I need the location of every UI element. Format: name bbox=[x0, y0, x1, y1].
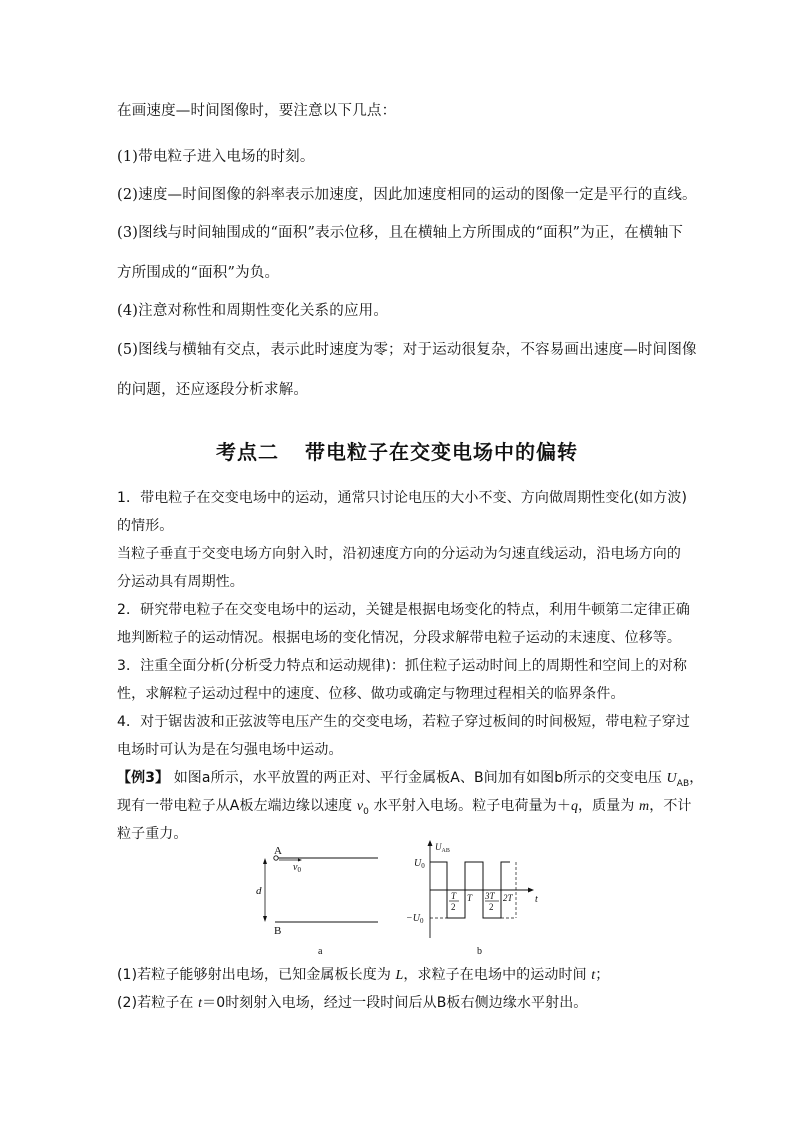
velocity-arrowhead bbox=[298, 859, 302, 862]
figure-a bbox=[256, 845, 378, 957]
example-figure bbox=[250, 838, 550, 962]
gap-label: d bbox=[256, 885, 262, 897]
u0-label: $U_0$ bbox=[414, 858, 425, 870]
point-5-cont: 的问题，还应逐段分析求解。 bbox=[117, 382, 309, 398]
item-1-note: 当粒子垂直于交变电场方向射入时，沿初速度方向的分运动为匀速直线运动，沿电场方向的 bbox=[117, 546, 681, 562]
point-4: (4)注意对称性和周期性变化关系的应用。 bbox=[117, 303, 389, 319]
item-1: 1．带电粒子在交变电场中的运动，通常只讨论电压的大小不变、方向做周期性变化(如方波) bbox=[117, 490, 688, 506]
u-axis-label: $U_{AB}$ bbox=[435, 842, 450, 854]
item-1-cont: 的情形。 bbox=[117, 518, 174, 534]
question-2: (2)若粒子在 t＝0时刻射入电场，经过一段时间后从B板右侧边缘水平射出。 bbox=[117, 995, 588, 1011]
plate-a-label: A bbox=[274, 845, 282, 857]
example-line-1: 【例3】 如图a所示，水平放置的两正对、平行金属板A、B间加有如图b所示的交变电压 $U_{AB}$， bbox=[117, 770, 704, 789]
point-5: (5)图线与横轴有交点，表示此时速度为零；对于运动很复杂，不容易画出速度—时间图像 bbox=[117, 342, 697, 358]
point-2: (2)速度—时间图像的斜率表示加速度，因此加速度相同的运动的图像一定是平行的直线。 bbox=[117, 187, 697, 203]
item-2-cont: 地判断粒子的运动情况。根据电场的变化情况，分段求解带电粒子运动的末速度、位移等。 bbox=[117, 630, 681, 646]
svg-text:T: T bbox=[451, 891, 457, 901]
item-2: 2．研究带电粒子在交变电场中的运动，关键是根据电场变化的特点，利用牛顿第二定律正确 bbox=[117, 602, 691, 618]
tick-three-half-period bbox=[484, 891, 499, 912]
figure-b bbox=[406, 840, 538, 957]
intro-text: 在画速度—时间图像时，要注意以下几点： bbox=[117, 103, 397, 119]
section-number: 考点二 bbox=[216, 440, 279, 464]
item-1-note-cont: 分运动具有周期性。 bbox=[117, 574, 244, 590]
example-tag: 【例3】 bbox=[117, 770, 170, 786]
section-title: 带电粒子在交变电场中的偏转 bbox=[305, 440, 578, 464]
section-heading bbox=[0, 436, 794, 465]
figure-b-caption: b bbox=[477, 946, 482, 957]
plate-b-label: B bbox=[274, 925, 282, 937]
question-1: (1)若粒子能够射出电场，已知金属板长度为 L，求粒子在电场中的运动时间 t； bbox=[117, 967, 610, 983]
point-3-cont: 方所围成的“面积”为负。 bbox=[117, 265, 280, 281]
figure-a-caption: a bbox=[318, 946, 323, 957]
item-3-cont: 性，求解粒子运动过程中的速度、位移、做功或确定与物理过程相关的临界条件。 bbox=[117, 686, 625, 702]
point-3: (3)图线与时间轴围成的“面积”表示位移，且在横轴上方所围成的“面积”为正，在横轴下 bbox=[117, 225, 684, 241]
svg-text:2: 2 bbox=[489, 902, 494, 912]
tick-two-period: 2T bbox=[503, 893, 513, 903]
item-4-cont: 电场时可认为是在匀强电场中运动。 bbox=[117, 742, 343, 758]
velocity-label: $v_0$ bbox=[293, 862, 301, 874]
neg-u0-label: $-U_0$ bbox=[406, 913, 424, 925]
tick-half-period bbox=[449, 891, 459, 912]
point-1: (1)带电粒子进入电场的时刻。 bbox=[117, 149, 315, 165]
item-4: 4．对于锯齿波和正弦波等电压产生的交变电场，若粒子穿过板间的时间极短，带电粒子穿过 bbox=[117, 714, 691, 730]
svg-text:2: 2 bbox=[451, 902, 456, 912]
item-3: 3．注重全面分析(分析受力特点和运动规律)：抓住粒子运动时间上的周期性和空间上的对称 bbox=[117, 658, 688, 674]
tick-period: T bbox=[467, 893, 473, 903]
svg-text:3T: 3T bbox=[485, 891, 495, 901]
example-line-2: 现有一带电粒子从A板左端边缘以速度 $v_0$ 水平射入电场。粒子电荷量为＋q，质量为 m，不计 bbox=[117, 798, 692, 817]
t-axis-label: t bbox=[535, 894, 538, 905]
example-line-3: 粒子重力。 bbox=[117, 826, 188, 842]
